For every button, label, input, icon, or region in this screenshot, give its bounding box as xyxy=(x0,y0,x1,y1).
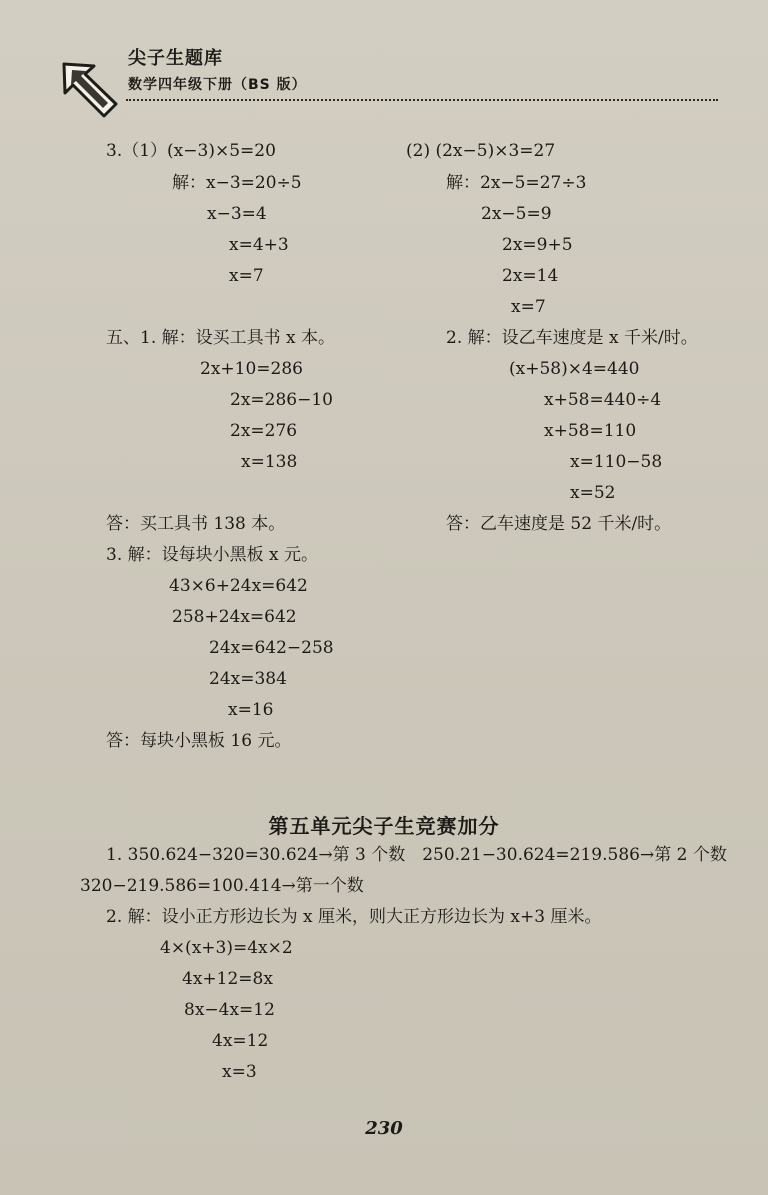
answer-line: x−3=4 xyxy=(207,204,267,224)
answer-line: x=138 xyxy=(241,452,298,472)
page-number: 230 xyxy=(365,1118,403,1139)
answer-line: (2) (2x−5)×3=27 xyxy=(406,141,556,161)
header-divider xyxy=(126,99,718,101)
answer-line: 8x−4x=12 xyxy=(184,1000,275,1020)
answer-line: x=4+3 xyxy=(229,235,289,255)
answer-line: 2. 解：设乙车速度是 x 千米/时。 xyxy=(446,328,698,348)
answer-line: 五、1. 解：设买工具书 x 本。 xyxy=(106,328,336,348)
answer-line: 1. 350.624−320=30.624→第 3 个数 250.21−30.624=219.586→第 2 个数 xyxy=(106,845,727,865)
answer-line: 320−219.586=100.414→第一个数 xyxy=(80,876,364,896)
answer-line: 4x+12=8x xyxy=(182,969,273,989)
answer-line: (x+58)×4=440 xyxy=(509,359,640,379)
answer-line: 4x=12 xyxy=(212,1031,269,1051)
answer-line: 2x=286−10 xyxy=(230,390,333,410)
answer-line: 解：2x−5=27÷3 xyxy=(446,173,587,193)
answer-line: 2x=14 xyxy=(502,266,559,286)
answer-line: 2x+10=286 xyxy=(200,359,303,379)
answer-line: x=7 xyxy=(511,297,546,317)
answer-line: 24x=642−258 xyxy=(209,638,334,658)
answer-line: x=3 xyxy=(222,1062,257,1082)
answer-line: x=110−58 xyxy=(570,452,663,472)
answer-line: x=7 xyxy=(229,266,264,286)
answer-line: 3. 解：设每块小黑板 x 元。 xyxy=(106,545,319,565)
answer-line: 258+24x=642 xyxy=(172,607,297,627)
answer-line: 答：每块小黑板 16 元。 xyxy=(106,731,292,751)
answer-line: x=52 xyxy=(570,483,616,503)
answer-line: 答：乙车速度是 52 千米/时。 xyxy=(446,514,672,534)
answer-line: 2x=9+5 xyxy=(502,235,573,255)
answer-line: x=16 xyxy=(228,700,274,720)
book-title: 数学四年级下册（BS 版） xyxy=(128,77,307,93)
arrow-logo-icon xyxy=(58,58,118,118)
answer-line: 4×(x+3)=4x×2 xyxy=(160,938,293,958)
answer-line: x+58=440÷4 xyxy=(544,390,662,410)
answer-line: 3.（1）(x−3)×5=20 xyxy=(106,141,276,161)
answer-line: 24x=384 xyxy=(209,669,287,689)
answer-line: 答：买工具书 138 本。 xyxy=(106,514,286,534)
series-title: 尖子生题库 xyxy=(128,48,223,69)
answer-line: 解：x−3=20÷5 xyxy=(172,173,302,193)
answer-line: 2x=276 xyxy=(230,421,298,441)
answer-line: x+58=110 xyxy=(544,421,637,441)
answer-line: 43×6+24x=642 xyxy=(169,576,308,596)
answer-line: 2. 解：设小正方形边长为 x 厘米，则大正方形边长为 x+3 厘米。 xyxy=(106,907,602,927)
answer-line: 2x−5=9 xyxy=(481,204,552,224)
section-title: 第五单元尖子生竞赛加分 xyxy=(268,814,500,838)
